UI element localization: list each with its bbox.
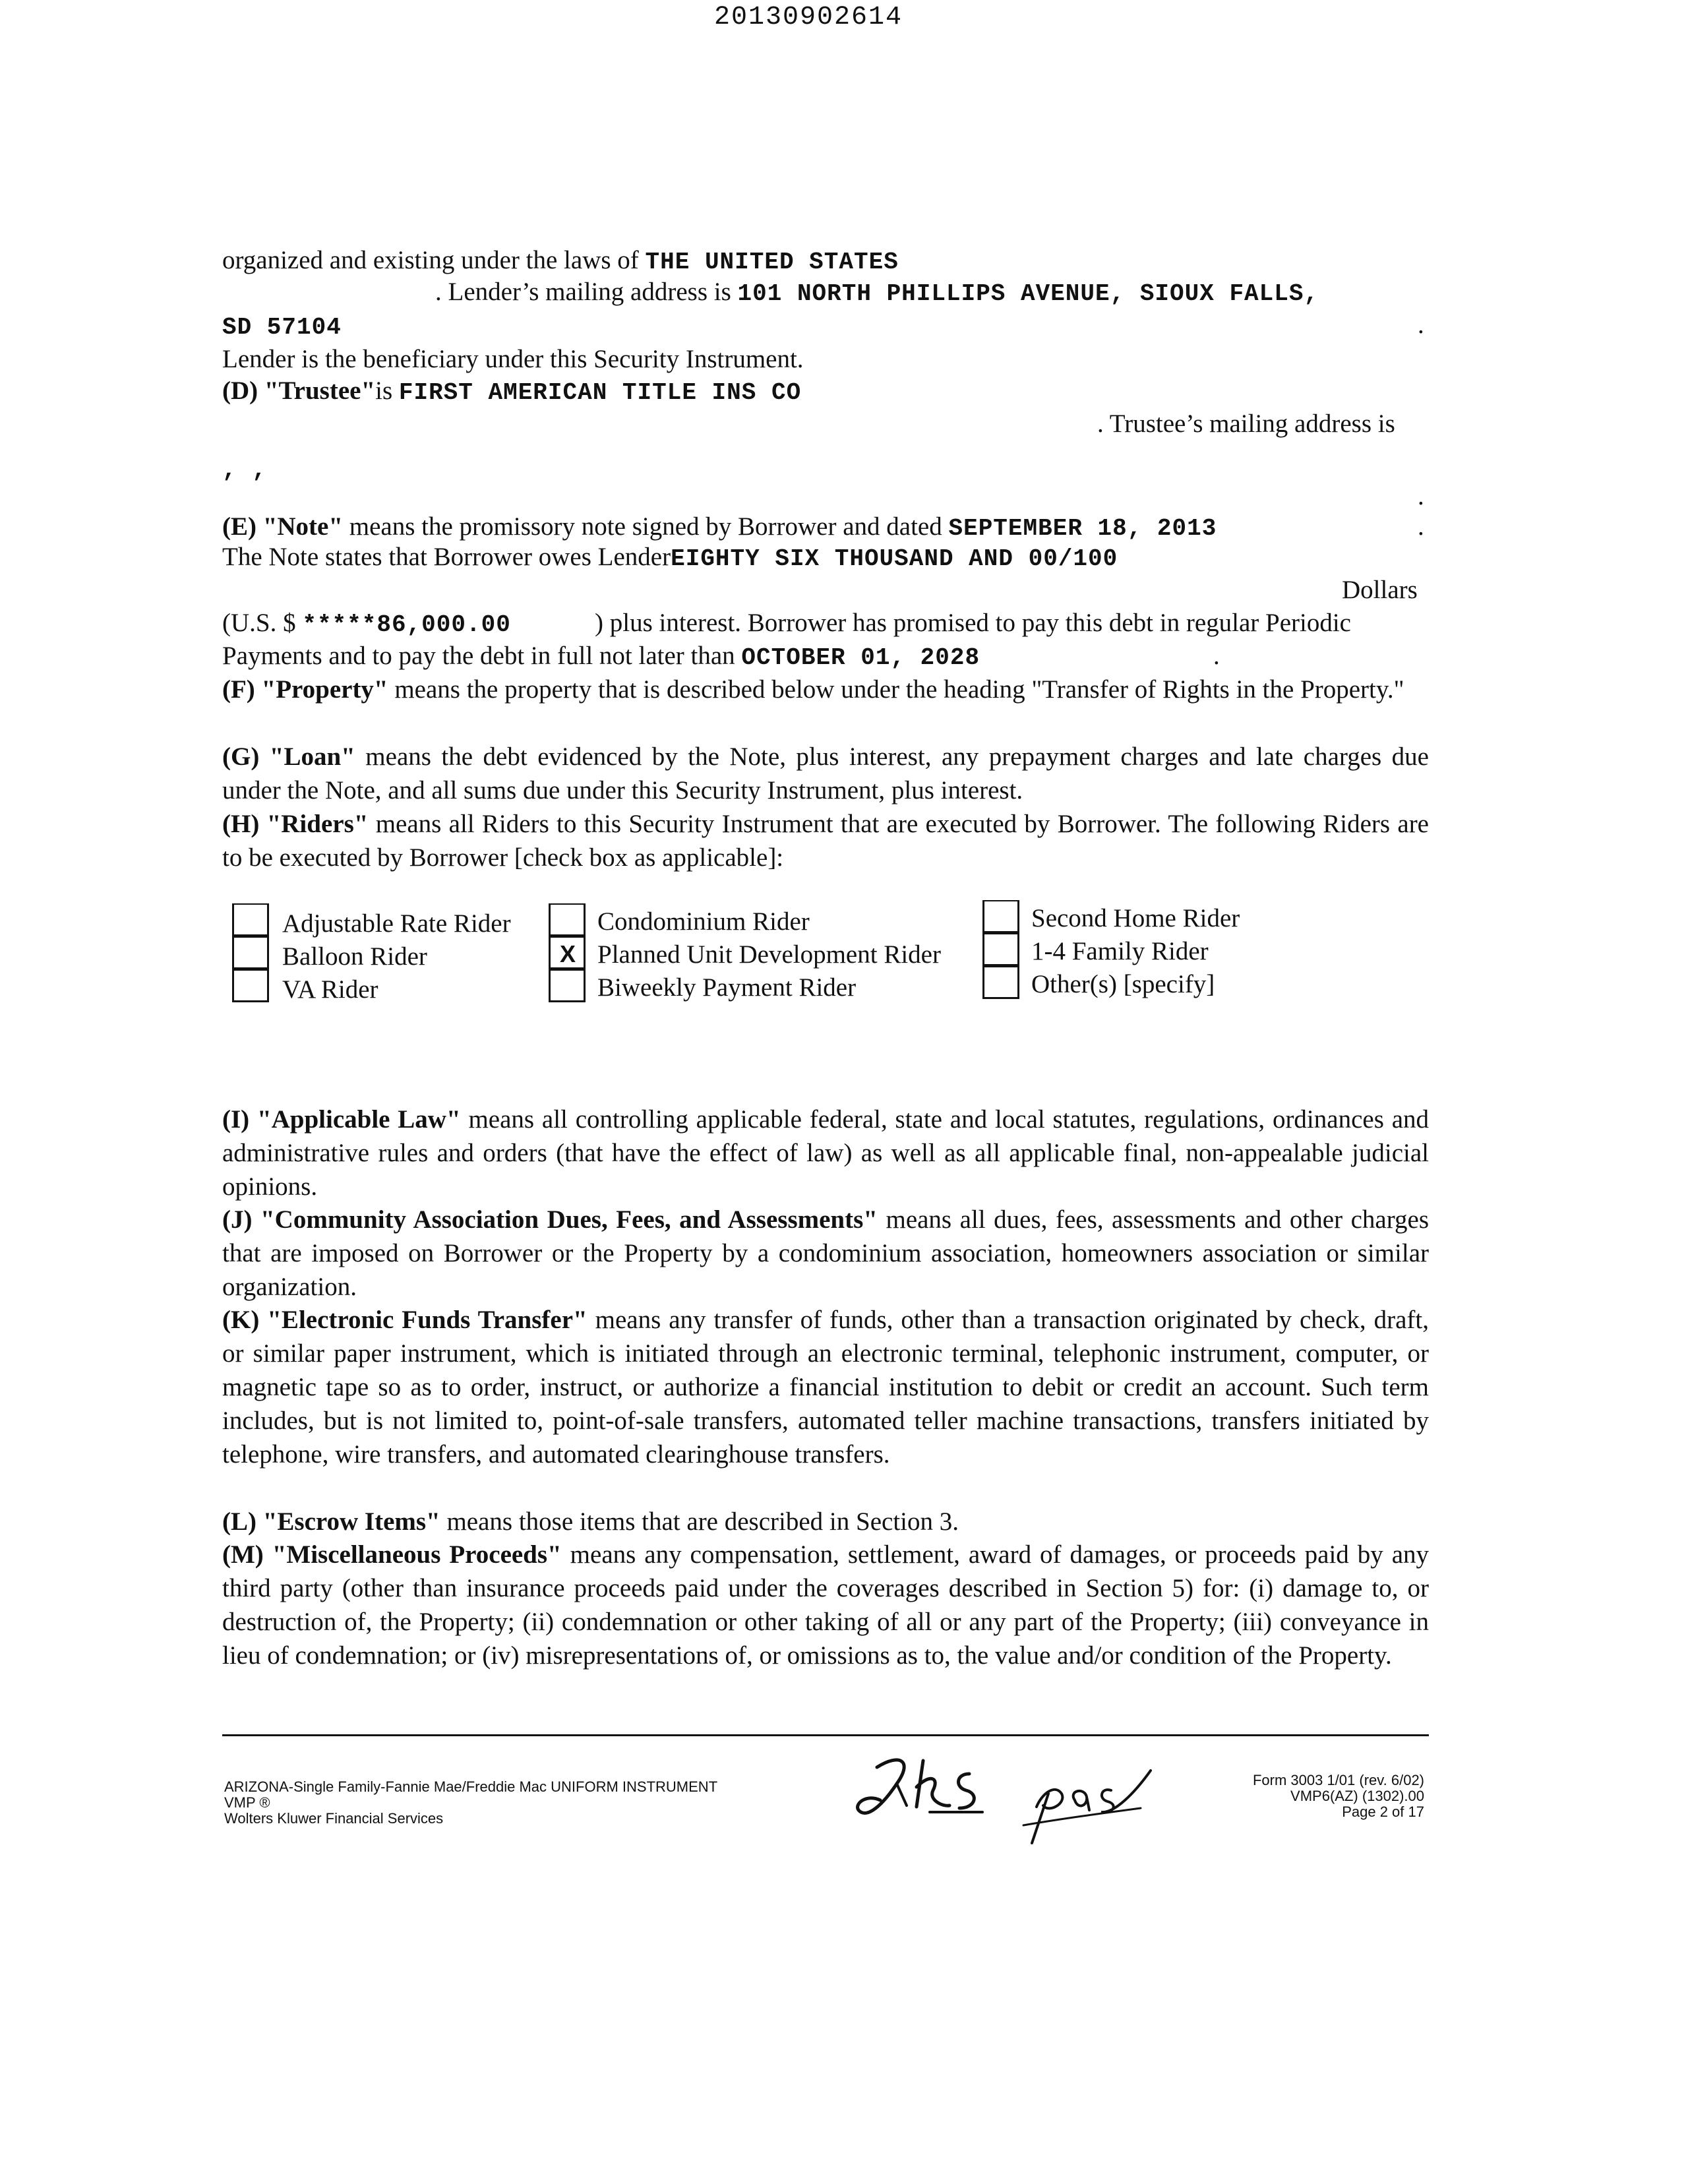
rider-label: Second Home Rider — [1031, 904, 1240, 932]
definition-g-text: means the debt evidenced by the Note, plus interest, any prepayment charges and late charges due under the Note, and all sums due under this Security Instrument, plus interest. — [222, 743, 1429, 804]
definition-j-text: means all dues, fees, assessments and other charges that are imposed on Borrower or the Property by a condominium association, homeowners association or similar organization. — [222, 1205, 1429, 1301]
rider-checkbox-others[interactable] — [982, 966, 1019, 999]
trustee-value: FIRST AMERICAN TITLE INS CO — [398, 379, 802, 406]
footer-left — [224, 1779, 717, 1827]
period-2: . — [1418, 482, 1424, 510]
lender-laws-value: THE UNITED STATES — [645, 249, 899, 276]
note-payments-text: Payments and to pay the debt in full not later than — [222, 642, 742, 670]
rider-label: Balloon Rider — [282, 942, 427, 971]
definition-m-label: (M) "Miscellaneous Proceeds" — [222, 1540, 562, 1569]
definition-g-label: (G) "Loan" — [222, 743, 355, 771]
lender-address-prefix: . Lender’s mailing address is — [435, 278, 738, 306]
definition-j-label: (J) "Community Association Dues, Fees, and Assessments" — [222, 1205, 878, 1234]
note-line — [222, 512, 1217, 544]
definition-i-label: (I) "Applicable Law" — [222, 1105, 461, 1134]
definition-f — [222, 673, 1429, 706]
footer-vmp: VMP ® — [224, 1794, 270, 1811]
note-label: (E) "Note" — [222, 512, 344, 541]
lender-address-line — [435, 277, 1319, 309]
rider-label: Adjustable Rate Rider — [282, 909, 511, 938]
lender-laws-prefix: organized and existing under the laws of — [222, 246, 646, 274]
note-dollars: Dollars — [1342, 576, 1418, 604]
definition-i-text: means all controlling applicable federal, state and local statutes, regulations, ordinances and administrative rules and orders (that have the effect of law) as well as all applicable final, non-appealable judicial opinions. — [222, 1105, 1430, 1201]
definition-f-label: (F) "Property" — [222, 675, 388, 704]
borrower-initials-signatures — [851, 1747, 1160, 1846]
definition-k-text: means any transfer of funds, other than a transaction originated by check, draft, or similar paper instrument, which is initiated through an electronic terminal, telephonic instrument, computer, or magnetic tape so as to order, instruct, or authorize a financial institution to debit or credit an account. Such term includes, but is not limited to, point-of-sale transfers, automated teller machine transactions, transfers initiated by telephone, wire transfers, and automated clearinghouse transfers. — [222, 1306, 1429, 1469]
trustee-label: (D) "Trustee" — [222, 377, 376, 405]
definition-h — [222, 807, 1429, 874]
note-payments-line — [222, 641, 980, 673]
rider-label: Biweekly Payment Rider — [597, 973, 857, 1002]
rider-checkbox-second-home[interactable] — [982, 900, 1019, 933]
rider-checkbox-biweekly-payment[interactable] — [549, 969, 586, 1002]
rider-checkbox-balloon[interactable] — [232, 936, 269, 969]
footer-form-title: ARIZONA-Single Family-Fannie Mae/Freddie Mac UNIFORM INSTRUMENT — [224, 1778, 718, 1795]
note-maturity: OCTOBER 01, 2028 — [741, 644, 980, 671]
note-us-prefix: (U.S. $ — [222, 609, 303, 637]
note-us-amount-line — [222, 608, 511, 640]
trustee-is: is — [375, 377, 399, 405]
rider-checkbox-planned-unit-development[interactable] — [549, 936, 586, 969]
rider-checkbox-adjustable-rate[interactable] — [232, 903, 269, 936]
note-owes-text: The Note states that Borrower owes Lender — [222, 543, 671, 571]
rider-label: Condominium Rider — [597, 907, 810, 936]
definition-k-label: (K) "Electronic Funds Transfer" — [222, 1306, 588, 1334]
rider-mark: X — [560, 940, 576, 967]
note-amount-words: EIGHTY SIX THOUSAND AND 00/100 — [671, 545, 1118, 572]
document-number: 20130902614 — [714, 3, 903, 32]
period-4: . — [1213, 642, 1220, 670]
definition-i — [222, 1103, 1429, 1203]
rider-label: Planned Unit Development Rider — [597, 940, 941, 969]
rider-label: 1-4 Family Rider — [1031, 937, 1209, 965]
note-amount: *****86,000.00 — [302, 611, 511, 638]
definition-h-label: (H) "Riders" — [222, 810, 369, 838]
rider-label: VA Rider — [282, 975, 378, 1004]
period-3: . — [1418, 512, 1424, 541]
trustee-address-label: . Trustee’s mailing address is — [1097, 410, 1395, 438]
footer-page-number: Page 2 of 17 — [1342, 1804, 1424, 1820]
definition-f-text: means the property that is described below under the heading "Transfer of Rights in the Property." — [388, 675, 1404, 704]
footer-publisher: Wolters Kluwer Financial Services — [224, 1810, 444, 1827]
definition-l — [222, 1505, 1429, 1538]
footer-right — [1213, 1773, 1424, 1820]
trustee-line — [222, 376, 801, 408]
definition-m-text: means any compensation, settlement, award of damages, or proceeds paid by any third party (other than insurance proceeds paid under the coverages described in Section 5) for: (i) damage to, or destruction of, the Property; (ii) condemnation or other taking of all or any part of the Property; (iii) conveyance in lieu of condemnation; or (iv) misrepresentations of, or omissions as to, the value and/or condition of the Property. — [222, 1540, 1430, 1670]
definition-k — [222, 1303, 1429, 1471]
period-1: . — [1418, 311, 1424, 339]
definition-g — [222, 740, 1429, 807]
rider-label: Other(s) [specify] — [1031, 970, 1215, 998]
definition-h-text: means all Riders to this Security Instrument that are executed by Borrower. The following Riders are to be executed by Borrower [check box as applicable]: — [222, 810, 1429, 872]
footer-form-number: Form 3003 1/01 (rev. 6/02) — [1252, 1772, 1424, 1788]
note-text: means the promissory note signed by Borrower and dated — [343, 512, 949, 541]
definition-l-text: means those items that are described in Section 3. — [440, 1507, 959, 1536]
note-owes-line — [222, 542, 1118, 574]
footer-rule — [222, 1734, 1429, 1736]
trustee-address-value: , , — [222, 456, 267, 483]
lender-laws-line — [222, 245, 899, 278]
lender-address-line2: SD 57104 — [222, 314, 342, 341]
definition-l-label: (L) "Escrow Items" — [222, 1507, 440, 1536]
lender-address-line1: 101 NORTH PHILLIPS AVENUE, SIOUX FALLS, — [737, 280, 1319, 307]
definition-j — [222, 1203, 1429, 1304]
lender-beneficiary: Lender is the beneficiary under this Security Instrument. — [222, 345, 804, 373]
footer-vmp-code: VMP6(AZ) (1302).00 — [1290, 1788, 1424, 1804]
note-interest-text: ) plus interest. Borrower has promised to pay this debt in regular Periodic — [595, 609, 1351, 637]
definition-m — [222, 1538, 1429, 1672]
rider-checkbox-1-4-family[interactable] — [982, 933, 1019, 966]
rider-checkbox-condominium[interactable] — [549, 903, 586, 936]
rider-checkbox-va[interactable] — [232, 969, 269, 1002]
note-date: SEPTEMBER 18, 2013 — [948, 515, 1217, 542]
